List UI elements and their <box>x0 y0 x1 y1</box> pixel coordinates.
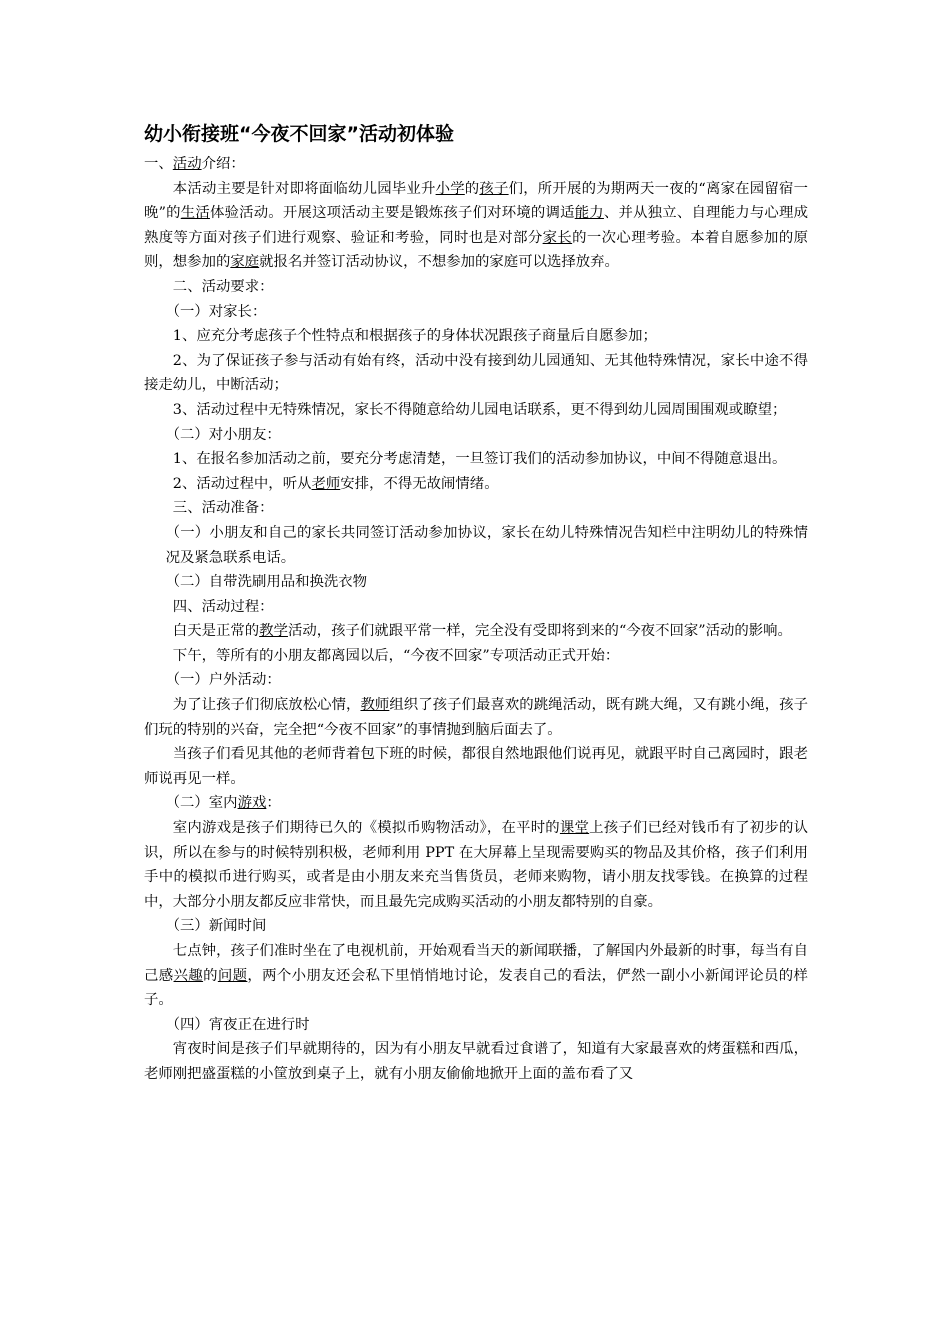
paragraph: 当孩子们看见其他的老师背着包下班的时候，都很自然地跟他们说再见，就跟平时自己离园时，跟老师说再见一样。 <box>144 746 808 787</box>
link-teaching[interactable]: 教学 <box>259 623 288 640</box>
subheading-news: （三）新闻时间 <box>165 918 267 935</box>
text: 本活动主要是针对即将面临幼儿园毕业升 <box>172 180 436 197</box>
text: 就报名并签订活动协议，不想参加的家庭可以选择放弃。 <box>259 254 619 271</box>
text: 的 <box>464 180 480 197</box>
link-primary-school[interactable]: 小学 <box>435 180 465 197</box>
text: 、并从独立、自理能力与心理成熟度等方面对孩子们进行观察、验证和考验，同时也是对部分 <box>144 205 808 246</box>
paragraph: 下午，等所有的小朋友都离园以后，“今夜不回家”专项活动正式开始： <box>172 647 620 664</box>
paragraph <box>144 939 808 1013</box>
paragraph <box>144 693 808 742</box>
subheading-parents: （一）对家长： <box>165 303 267 320</box>
document-body <box>144 120 808 1087</box>
text: 为了让孩子们彻底放松心情， <box>172 697 361 714</box>
text: 活动，孩子们就跟平常一样，完全没有受即将到来的“今夜不回家”活动的影响。 <box>287 623 792 640</box>
section-heading-preparation: 三、活动准备： <box>172 500 274 517</box>
subheading-snack: （四）宵夜正在进行时 <box>165 1016 310 1033</box>
list-item: 3、活动过程中无特殊情况，家长不得随意给幼儿园电话联系，更不得到幼儿园周围围观或瞭望； <box>172 401 787 418</box>
list-item <box>144 472 808 497</box>
link-children[interactable]: 孩子 <box>479 180 509 197</box>
text: 的 <box>203 967 218 984</box>
text: （二）室内 <box>165 795 238 812</box>
list-item: 1、应充分考虑孩子个性特点和根据孩子的身体状况跟孩子商量后自愿参加； <box>172 328 657 345</box>
link-question[interactable]: 问题 <box>217 967 248 984</box>
subheading-outdoor: （一）户外活动： <box>165 672 281 689</box>
section-heading-process: 四、活动过程： <box>172 598 274 615</box>
link-ability[interactable]: 能力 <box>574 205 604 222</box>
list-item: 2、为了保证孩子参与活动有始有终，活动中没有接到幼儿园通知、无其他特殊情况，家长中途不得接走幼儿，中断活动； <box>144 352 808 394</box>
page-title: 幼小衔接班“今夜不回家”活动初体验 <box>144 123 454 145</box>
text: 2、活动过程中，听从 <box>172 475 312 492</box>
subheading-kids: （二）对小朋友： <box>165 426 281 443</box>
link-activity[interactable]: 活动 <box>172 156 202 172</box>
link-family[interactable]: 家庭 <box>230 254 260 271</box>
section-heading-intro <box>144 152 808 177</box>
link-parents[interactable]: 家长 <box>542 229 573 246</box>
paragraph <box>144 619 808 644</box>
link-interest[interactable]: 兴趣 <box>173 967 204 984</box>
link-life[interactable]: 生活 <box>180 205 210 222</box>
paragraph-intro <box>144 177 808 275</box>
text: 安排，不得无故闹情绪。 <box>340 475 499 492</box>
text: 们，所开展的为期两天一夜的“离家在园留宿一晚”的 <box>144 180 808 222</box>
text: 白天是正常的 <box>172 623 260 640</box>
paragraph: 宵夜时间是孩子们早就期待的，因为有小朋友早就看过食谱了，知道有大家最喜欢的烤蛋糕和西瓜，老师刚把盛蛋糕的小筐放到桌子上，就有小朋友偷偷地掀开上面的盖布看了又 <box>144 1041 808 1082</box>
text: 的一次心理考验。本着自愿参加的原则，想参加的 <box>144 229 808 271</box>
section-heading-requirements: 二、活动要求： <box>172 278 274 295</box>
text: 体验活动。开展这项活动主要是锻炼孩子们对环境的调适 <box>209 205 575 222</box>
paragraph-prep-2: （二）自带洗刷用品和换洗衣物 <box>165 574 368 591</box>
text: ： <box>266 795 281 812</box>
paragraph <box>144 816 808 914</box>
text: 上孩子们已经对钱币有了初步的认识，所以在参与的时候特别积极，老师利用 PPT 在大屏幕上呈现需要购买的物品及其价格，孩子们利用手中的模拟币进行购买，或者是由小朋友来充当售货员，老师来购物，请小朋友找零钱。在换算的过程中，大部分小朋友都反应非常快，而且最先完成购买活动的小朋友都特别的自豪。 <box>144 820 808 910</box>
text: ，两个小朋友还会私下里悄悄地讨论，发表自己的看法，俨然一副小小新闻评论员的样子。 <box>144 967 808 1009</box>
link-games[interactable]: 游戏 <box>237 795 267 812</box>
link-educator[interactable]: 教师 <box>360 697 390 714</box>
subheading-indoor <box>144 791 808 816</box>
heading-text: 介绍： <box>201 156 245 172</box>
text: 组织了孩子们最喜欢的跳绳活动，既有跳大绳，又有跳小绳，孩子们玩的特别的兴奋，完全把“今夜不回家”的事情抛到脑后面去了。 <box>144 697 808 738</box>
text: 室内游戏是孩子们期待已久的《模拟币购物活动》，在平时的 <box>172 820 560 837</box>
link-classroom[interactable]: 课堂 <box>559 820 590 837</box>
heading-text: 一、 <box>144 156 173 172</box>
text: 七点钟，孩子们准时坐在了电视机前，开始观看当天的新闻联播，了解国内外最新的时事，每当有自己感 <box>144 943 808 984</box>
link-teacher[interactable]: 老师 <box>311 475 341 492</box>
paragraph-prep-1: （一）小朋友和自己的家长共同签订活动参加协议，家长在幼儿特殊情况告知栏中注明幼儿的特殊情况及紧急联系电话。 <box>165 524 808 566</box>
list-item: 1、在报名参加活动之前，要充分考虑清楚，一旦签订我们的活动参加协议，中间不得随意退出。 <box>172 451 787 468</box>
